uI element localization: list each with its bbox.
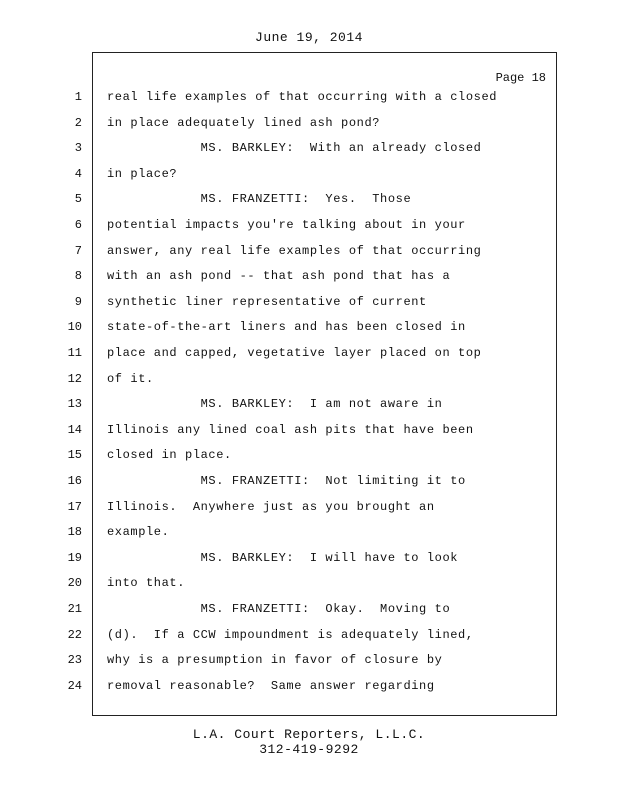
line-number: 17 bbox=[67, 500, 82, 514]
line-text: of it. bbox=[107, 372, 154, 386]
line-number: 3 bbox=[74, 141, 82, 155]
line-number: 13 bbox=[67, 397, 82, 411]
line-number: 2 bbox=[74, 116, 82, 130]
line-text: place and capped, vegetative layer placed on top bbox=[107, 346, 482, 360]
line-text: potential impacts you're talking about in your bbox=[107, 218, 466, 232]
page-number-label: Page 18 bbox=[495, 71, 546, 85]
line-text: (d). If a CCW impoundment is adequately lined, bbox=[107, 628, 474, 642]
line-text: example. bbox=[107, 525, 170, 539]
line-text: removal reasonable? Same answer regarding bbox=[107, 679, 435, 693]
line-number: 19 bbox=[67, 551, 82, 565]
line-number: 10 bbox=[67, 320, 82, 334]
line-text: into that. bbox=[107, 576, 186, 590]
line-text: answer, any real life examples of that occurring bbox=[107, 244, 482, 258]
line-text: in place? bbox=[107, 167, 178, 181]
line-text: MS. BARKLEY: I am not aware in bbox=[107, 397, 443, 411]
line-text: MS. BARKLEY: With an already closed bbox=[107, 141, 482, 155]
line-number: 1 bbox=[74, 90, 82, 104]
line-text: Illinois. Anywhere just as you brought an bbox=[107, 500, 435, 514]
line-text: in place adequately lined ash pond? bbox=[107, 116, 381, 130]
line-text: MS. FRANZETTI: Yes. Those bbox=[107, 192, 412, 206]
line-number: 15 bbox=[67, 448, 82, 462]
line-number: 21 bbox=[67, 602, 82, 616]
line-number: 9 bbox=[74, 295, 82, 309]
line-number: 18 bbox=[67, 525, 82, 539]
line-number: 6 bbox=[74, 218, 82, 232]
line-number: 11 bbox=[67, 346, 82, 360]
line-text: synthetic liner representative of current bbox=[107, 295, 427, 309]
line-text: with an ash pond -- that ash pond that has a bbox=[107, 269, 451, 283]
line-text: why is a presumption in favor of closure by bbox=[107, 653, 443, 667]
line-number: 24 bbox=[67, 679, 82, 693]
footer-company: L.A. Court Reporters, L.L.C. bbox=[192, 727, 426, 742]
line-number: 22 bbox=[67, 628, 82, 642]
line-number: 14 bbox=[67, 423, 82, 437]
line-text: MS. BARKLEY: I will have to look bbox=[107, 551, 459, 565]
line-text: MS. FRANZETTI: Not limiting it to bbox=[107, 474, 466, 488]
line-number: 5 bbox=[74, 192, 82, 206]
line-number: 23 bbox=[67, 653, 82, 667]
line-number: 12 bbox=[67, 372, 82, 386]
line-number: 16 bbox=[67, 474, 82, 488]
line-text: real life examples of that occurring with a closed bbox=[107, 90, 498, 104]
line-text: Illinois any lined coal ash pits that have been bbox=[107, 423, 474, 437]
line-number: 7 bbox=[74, 244, 82, 258]
line-number: 4 bbox=[74, 167, 82, 181]
line-number: 20 bbox=[67, 576, 82, 590]
line-text: closed in place. bbox=[107, 448, 232, 462]
line-text: state-of-the-art liners and has been closed in bbox=[107, 320, 466, 334]
line-number: 8 bbox=[74, 269, 82, 283]
line-text: MS. FRANZETTI: Okay. Moving to bbox=[107, 602, 451, 616]
header-date: June 19, 2014 bbox=[255, 30, 363, 45]
footer-phone: 312-419-9292 bbox=[259, 742, 359, 757]
